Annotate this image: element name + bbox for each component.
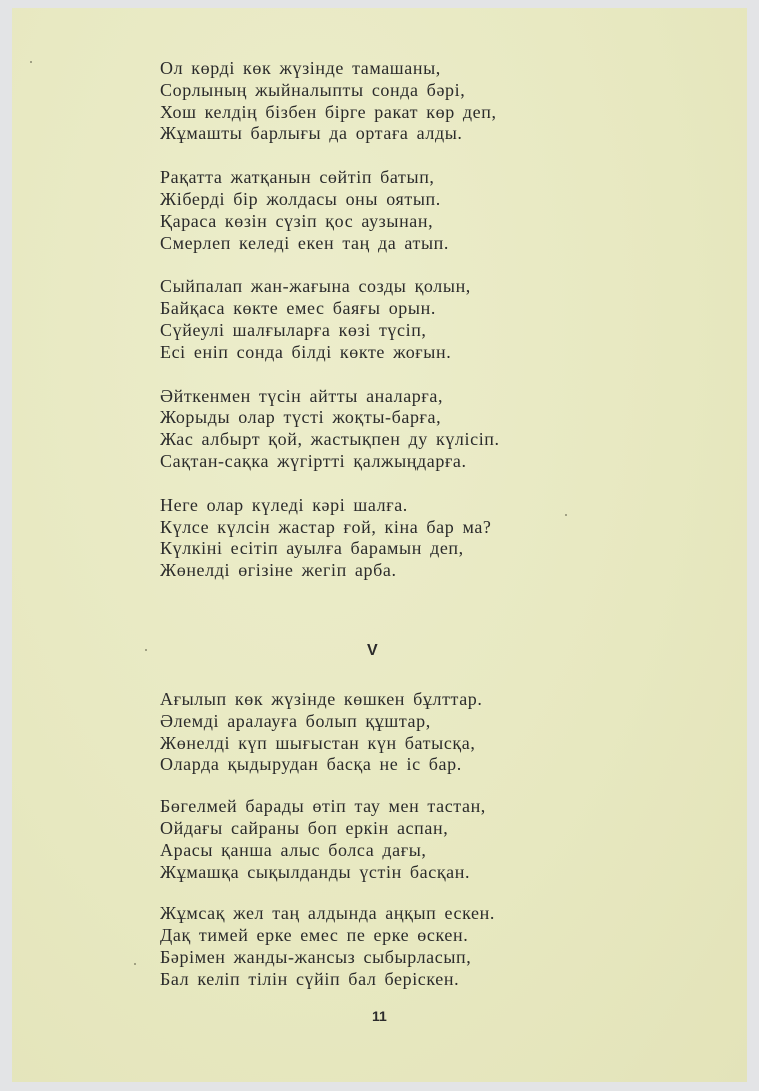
poem-section-two [160,689,660,1011]
poem-line: Есі еніп сонда білді көкте жоғын. [160,341,452,362]
poem-line: Жөнелді өгізіне жегіп арба. [160,560,397,581]
poem-line: Арасы қанша алыс болса дағы, [160,839,427,860]
stanza [160,276,660,363]
poem-line: Қараса көзін сүзіп қос аузынан, [160,210,434,231]
stanza [160,495,660,582]
poem-line: Жіберді бір жолдасы оны оятып. [160,188,441,209]
poem-section-one [160,58,660,604]
poem-line: Ағылып көк жүзінде көшкен бұлттар. [160,689,483,709]
stanza [160,903,660,990]
poem-line: Ол көрді көк жүзінде тамашаны, [160,58,441,78]
poem-line: Бөгелмей барады өтіп тау мен тастан, [160,796,486,817]
paper-speck [134,963,136,965]
poem-line: Сыйпалап жан-жағына созды қолын, [160,276,471,297]
poem-line: Смерлеп келеді екен таң да атып. [160,232,450,253]
poem-line: Хош келдің бізбен бірге ракат көр деп, [160,101,497,122]
stanza [160,386,660,473]
poem-line: Оларда қыдырудан басқа не іс бар. [160,754,462,775]
paper-speck [30,61,32,63]
poem-line: Жұмсақ жел таң алдында аңқып ескен. [160,903,495,924]
poem-line: Әлемді аралауға болып құштар, [160,710,431,731]
poem-line: Байқаса көкте емес баяғы орын. [160,298,436,319]
poem-line: Бал келіп тілін сүйіп бал беріскен. [160,968,460,989]
poem-line: Сақтан-сақка жүгіртті қалжыңдарға. [160,450,467,471]
stanza [160,689,660,776]
poem-line: Жұмашқа сықылданды үстін басқан. [160,861,471,882]
poem-line: Жөнелді күп шығыстан күн батысқа, [160,732,476,753]
section-heading: V [367,642,378,659]
poem-line: Сорлының жыйналыпты сонда бәрі, [160,79,466,100]
poem-line: Сүйеулі шалғыларға көзі түсіп, [160,319,427,340]
poem-line: Неге олар күледі кәрі шалға. [160,494,408,515]
poem-line: Бәрімен жанды-жансыз сыбырласып, [160,946,472,967]
poem-line: Күлкіні есітіп ауылға барамын деп, [160,538,464,559]
poem-line: Жас албырт қой, жастықпен ду күлісіп. [160,429,500,450]
book-page [12,8,747,1082]
poem-line: Рақатта жатқанын сөйтіп батып, [160,167,435,188]
poem-line: Жұмашты барлығы да ортаға алды. [160,123,463,144]
stanza [160,796,660,883]
poem-line: Әйткенмен түсін айтты аналарға, [160,385,444,406]
poem-line: Жорыды олар түсті жоқты-барға, [160,407,442,428]
poem-line: Күлсе күлсін жастар ғой, кіна бар ма? [160,516,492,537]
page-number: 11 [372,1008,387,1024]
poem-line: Дақ тимей ерке емес пе ерке өскен. [160,925,469,946]
stanza [160,167,660,254]
stanza [160,58,660,145]
paper-speck [145,649,147,651]
poem-line: Ойдағы сайраны боп еркін аспан, [160,817,449,838]
